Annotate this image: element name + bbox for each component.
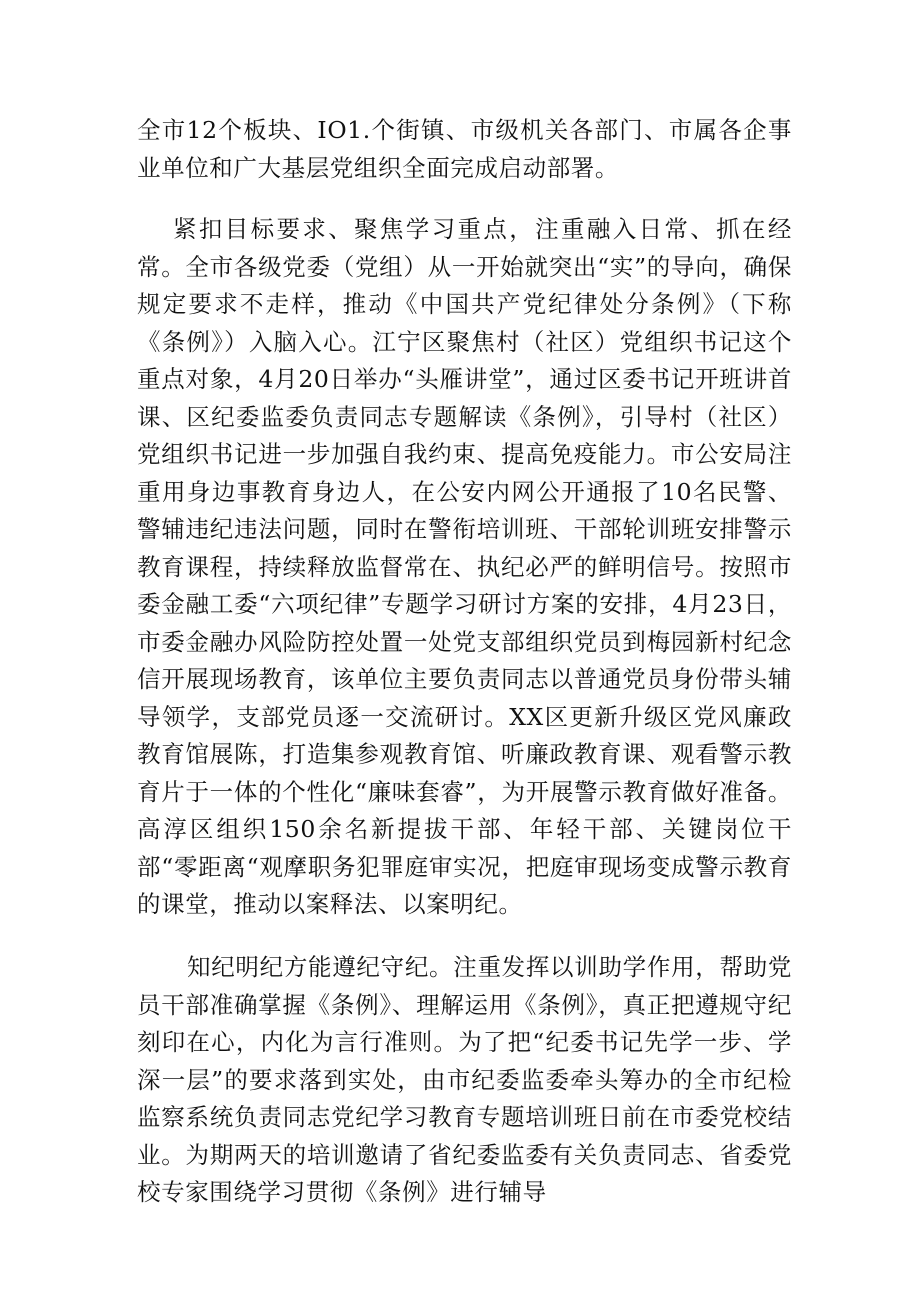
paragraph-3: 知纪明纪方能遵纪守纪。注重发挥以训助学作用，帮助党员干部准确掌握《条例》、理解运用《条例》，真正把遵规守纪刻印在心，内化为言行准则。为了把“纪委书记先学一步、学深一层”的要求落到实处，由市纪委监委牵头筹办的全市纪检监察系统负责同志党纪学习教育专题培训班日前在市委党校结业。为期两天的培训邀请了省纪委监委有关负责同志、省委党校专家围绕学习贯彻《条例》进行辅导 bbox=[137, 953, 792, 1206]
paragraph-1: 全市12个板块、IO1.个街镇、市级机关各部门、市属各企事业单位和广大基层党组织全面完成启动部署。 bbox=[137, 116, 792, 182]
paragraph-2: 紧扣目标要求、聚焦学习重点，注重融入日常、抓在经常。全市各级党委（党组）从一开始就突出“实”的导向，确保规定要求不走样，推动《中国共产党纪律处分条例》（下称《条例》）入脑入心。江宁区聚焦村（社区）党组织书记这个重点对象，4月20日举办“头雁讲堂”，通过区委书记开班讲首课、区纪委监委负责同志专题解读《条例》，引导村（社区）党组织书记进一步加强自我约束、提高免疫能力。市公安局注重用身边事教育身边人，在公安内网公开通报了10名民警、警辅违纪违法问题，同时在警衔培训班、干部轮训班安排警示教育课程，持续释放监督常在、执纪必严的鲜明信号。按照市委金融工委“六项纪律”专题学习研讨方案的安排，4月23日，市委金融办风险防控处置一处党支部组织党员到梅园新村纪念信开展现场教育，该单位主要负责同志以普通党员身份带头辅导领学，支部党员逐一交流研讨。XX区更新升级区党风廉政教育馆展陈，打造集参观教育馆、听廉政教育课、观看警示教育片于一体的个性化“廉味套睿”，为开展警示教育做好准备。高淳区组织150余名新提拔干部、年轻干部、关键岗位干部“零距离“观摩职务犯罪庭审实况，把庭审现场变成警示教育的课堂，推动以案释法、以案明纪。 bbox=[137, 215, 792, 918]
